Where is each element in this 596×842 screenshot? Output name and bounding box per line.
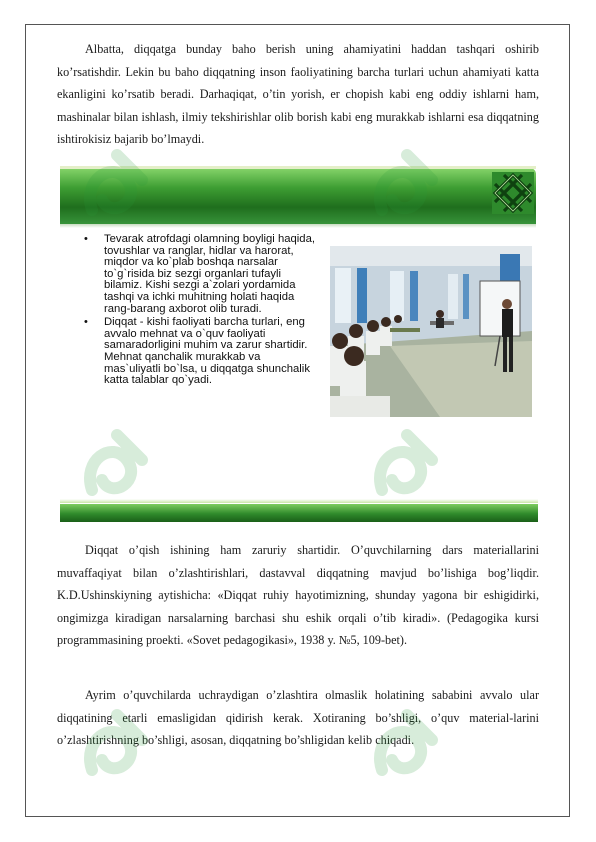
bullet-item	[84, 234, 316, 315]
ornament-logo-icon	[492, 172, 534, 214]
paragraph-2: Diqqat o’qish ishining ham zaruriy shartidir. O’quvchilarning dars materiallarini muvaffaqiyat bilan o’zlashtirishlari, dastavval diqqatning mavjud bo’lishiga bog’liqdir. K.D.Ushinskiyning aytishicha: «Diqqat ruhiy hayotimizning, shunday yagona bir eshigidirki, ongimizga kiradigan narsalarning barchasi shu eshik orqali o’tib kiradi». (Pedagogika kursi programmasining proekti. «Sovet pedagogikasi», 1938 y. №5, 109-bet).	[57, 543, 539, 648]
slide-header-bar	[60, 168, 536, 224]
slide-bullet-list	[84, 234, 316, 389]
paragraph-3: Ayrim o’quvchilarda uchraydigan o’zlashtira olmaslik holatining sababini avvalo ular diqqatining etarli emasligidan qidirish kerak. Xotiraning bo’shligi, o’quv material-larini o’zlashtirishning bo’shligi, asosan, diqqatning bo’shligidan kelib chiqadi.	[57, 688, 539, 748]
paragraph-1: Albatta, diqqatga bunday baho berish uning ahamiyatini haddan tashqari oshirib ko’rsatishdir. Lekin bu baho diqqatning inson faoliyatining barcha turlari uchun ahamiyati katta ekanligini ko’rsatib beradi. Darhaqiqat, o’tin yorish, er chopish kabi eng oddiy ishlarni ham, mashinalar bilan ishlash, ilmiy tekshirishlar olib borish kabi eng murakkab ishlarni esa diqqatning ishtirokisiz bajarib bo’lmaydi.	[57, 42, 539, 147]
bullet-text: Diqqat - kishi faoliyati barcha turlari, eng avvalo mehnat va o`quv faoliyati samaradorligini muhim va zarur shartidir. Mehnat qanchalik murakkab va mas`uliyatli bo`lsa, u diqqatga shunchalik katta talablar qo`yadi.	[104, 316, 310, 387]
slide-header-highlight	[60, 166, 536, 169]
bullet-text: Tevarak atrofdagi olamning boyligi haqida, tovushlar va ranglar, hidlar va harorat, miqdor va ko`plab boshqa narsalar to`g`risida biz sezgi organlari tufayli bilamiz. Kishi sezgi a`zolari yordamida tashqi va ichki muhitning holati haqida rang-barang axborot olib turadi.	[104, 233, 316, 315]
bullet-dot: •	[84, 316, 88, 329]
bullet-dot: •	[84, 233, 88, 245]
presentation-slide	[60, 166, 538, 524]
slide-footer-highlight	[60, 499, 538, 503]
slide-footer-bar	[60, 504, 538, 522]
slide-header-shadow	[60, 224, 536, 228]
bullet-item	[84, 317, 316, 387]
classroom-photo	[330, 246, 532, 417]
